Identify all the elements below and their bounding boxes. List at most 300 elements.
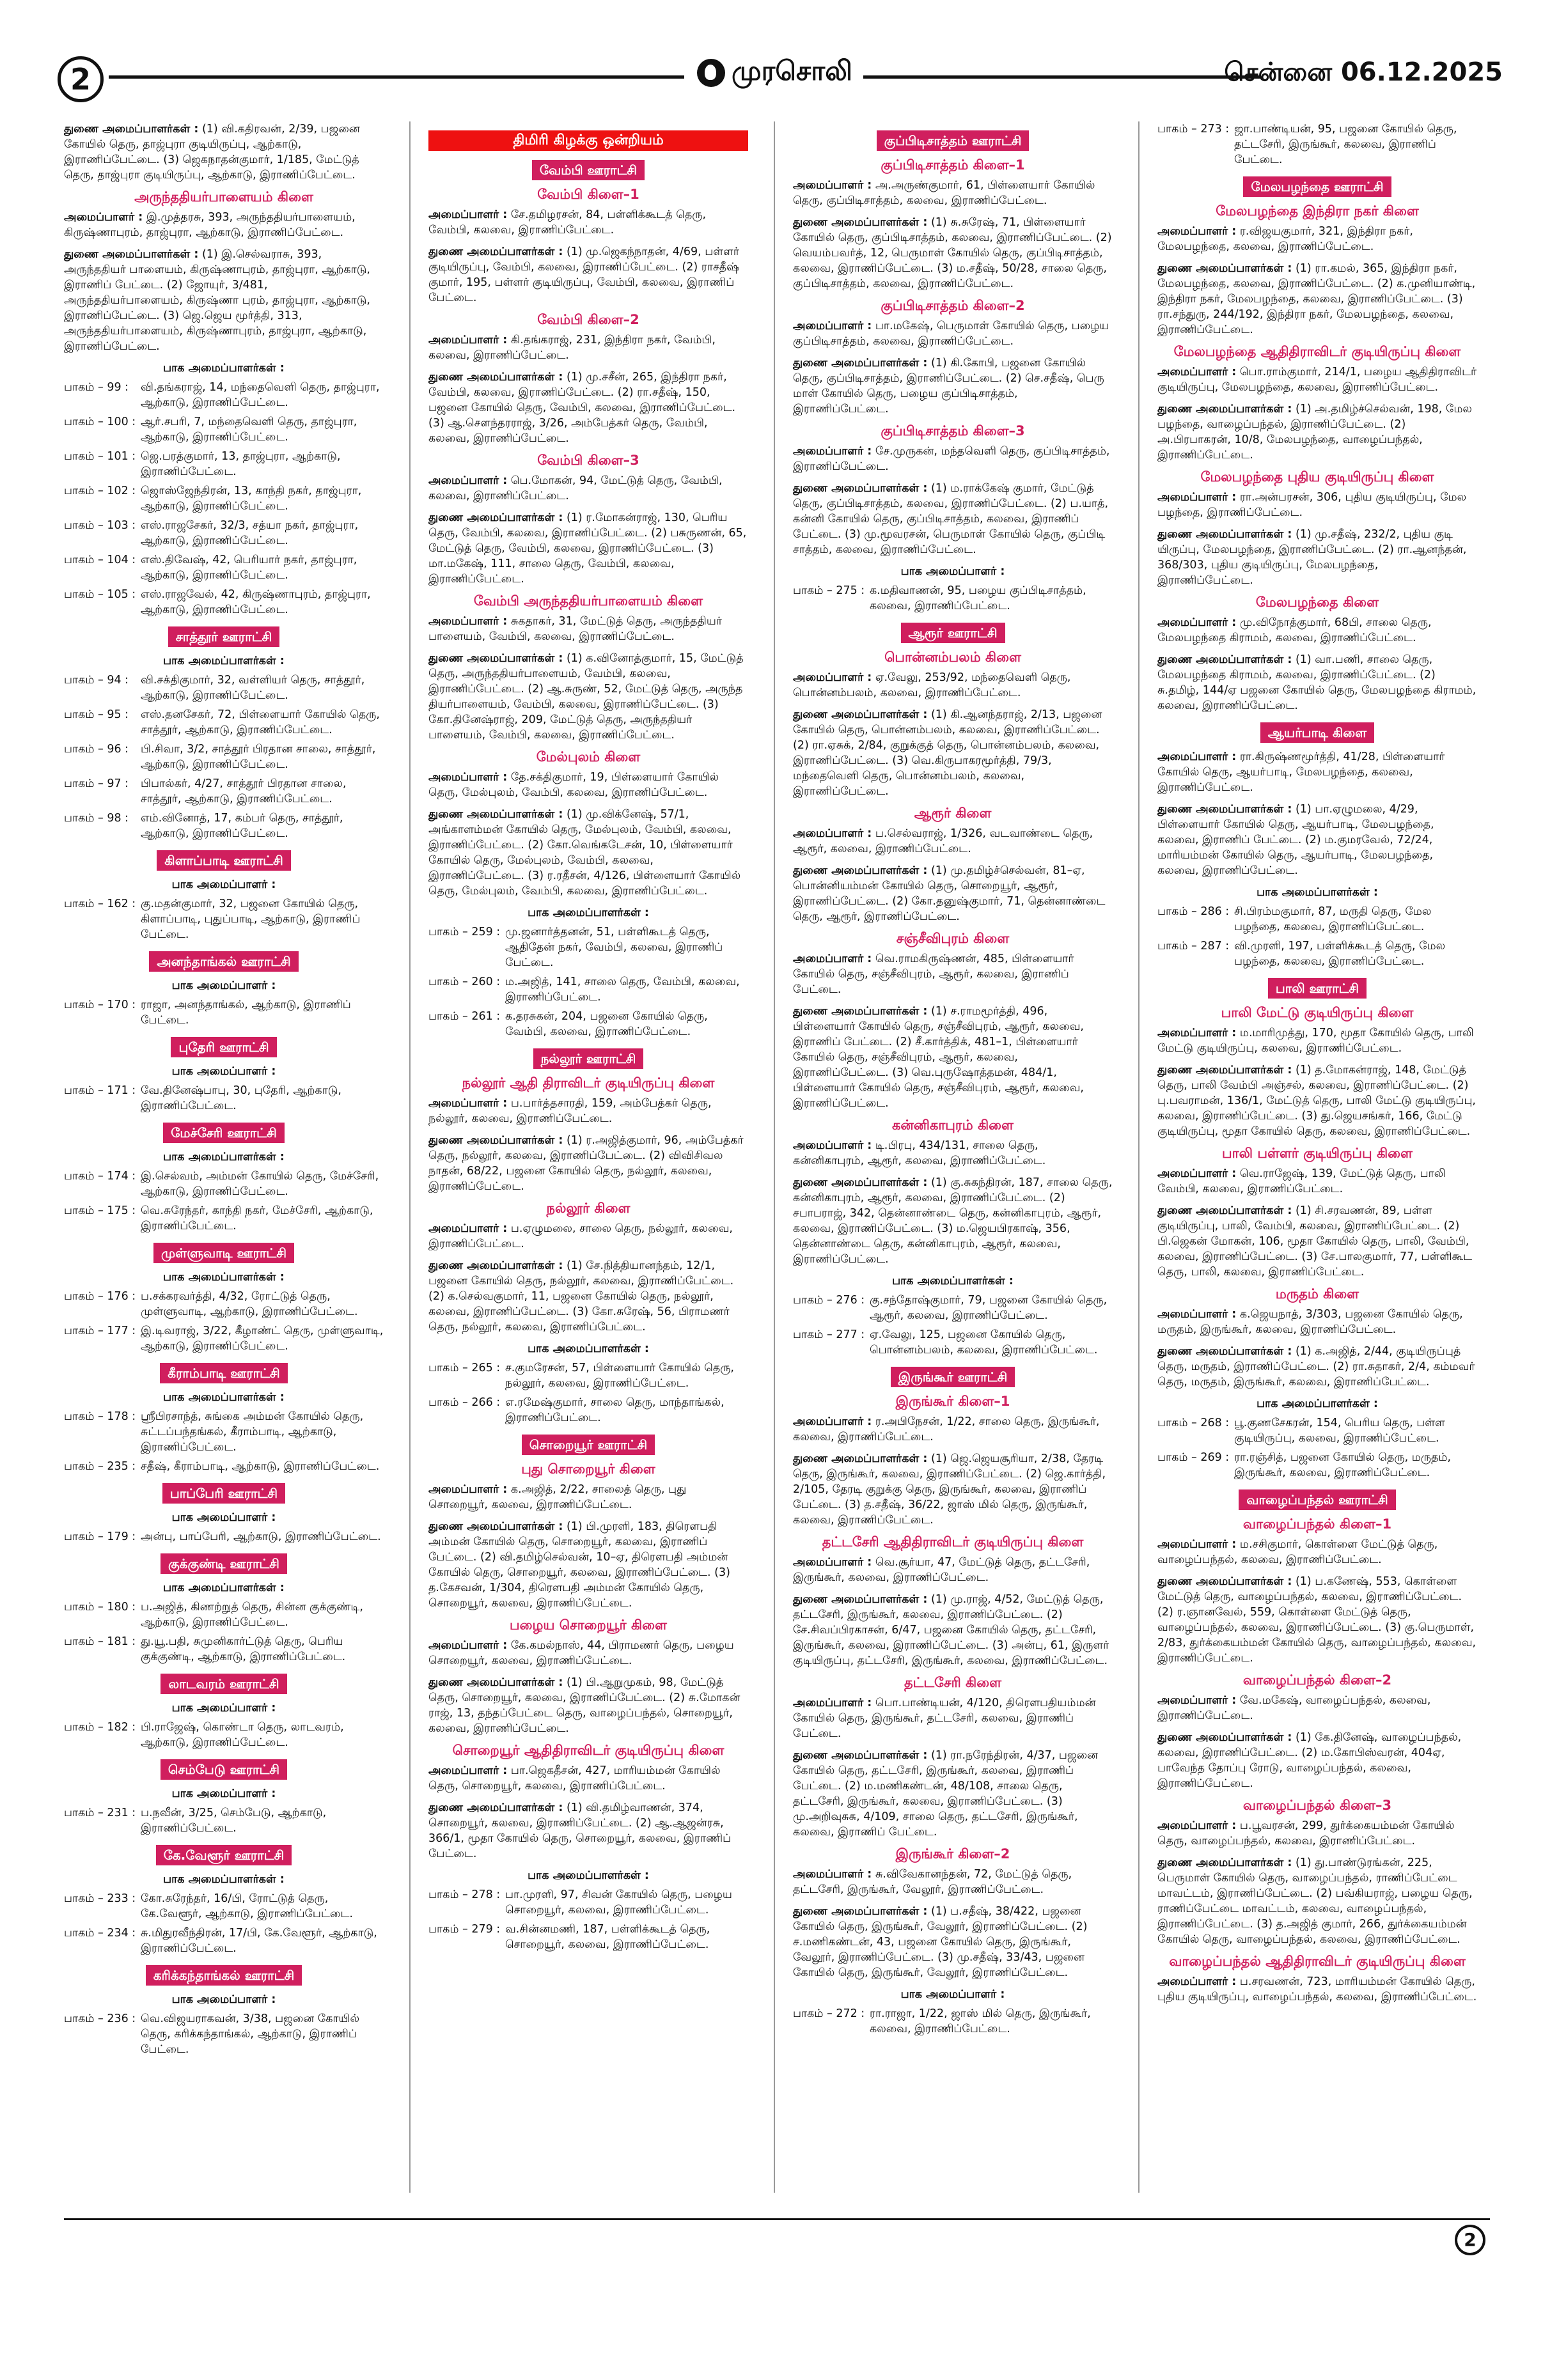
booth-organizers-label: பாக அமைப்பாளர்கள் : bbox=[892, 1275, 1014, 1287]
member-entry bbox=[1157, 527, 1477, 588]
entry-role-label: துணை அமைப்பாளர்கள் : bbox=[1157, 1856, 1292, 1869]
booth-number: பாகம் – 100 : bbox=[64, 416, 136, 428]
entry-text: (1) து.பாண்டுரங்கன், 225, பெருமாள் கோயில் தெரு, வாழைப்பந்தல், ராணிப்பேட்டை மாவட்டம், இராணிப்பேட்டை. (2) பவ்கியராஜ், பழைய தெரு, ராணிப்பேட்டை மாவட்டம், கலவை, வாழைப்பந்தல், இராணிப்பேட்டை. (3) த.அஜித் குமார், 266, துர்க்கையம்மன் கோயில் தெரு, வாழைப்பந்தல், கலவை, இராணிப்பேட்டை. bbox=[1157, 1856, 1473, 1946]
section-heading bbox=[1157, 1489, 1477, 1510]
booth-entry bbox=[64, 1599, 384, 1630]
section-heading-band: கீராம்பாடி ஊராட்சி bbox=[160, 1363, 287, 1383]
entry-role-label: துணை அமைப்பாளர்கள் : bbox=[428, 1520, 563, 1533]
booth-number: பாகம் – 235 : bbox=[64, 1460, 136, 1473]
branch-heading: வாழைப்பந்தல் ஆதிதிராவிடர் குடியிருப்பு கிளை bbox=[1169, 1954, 1466, 1969]
member-entry bbox=[428, 1482, 748, 1513]
booth-entry bbox=[64, 1289, 384, 1319]
column-divider bbox=[409, 121, 411, 2193]
booth-number: பாகம் – 174 : bbox=[64, 1170, 136, 1183]
booth-entry bbox=[64, 414, 384, 445]
entry-role-label: துணை அமைப்பாளர்கள் : bbox=[64, 248, 199, 261]
member-entry bbox=[793, 178, 1113, 208]
booth-organizer: ப.அஜித், கிணற்றுத் தெரு, சின்ன குக்குண்டி, ஆற்காடு, இராணிப்பேட்டை. bbox=[141, 1601, 363, 1629]
member-entry bbox=[428, 332, 748, 363]
member-entry bbox=[1157, 1693, 1477, 1723]
member-entry bbox=[1157, 1203, 1477, 1280]
booth-entry bbox=[428, 1009, 748, 1039]
booth-entry bbox=[64, 1891, 384, 1922]
booth-entry bbox=[1157, 938, 1477, 969]
booth-organizer: வெ.சுரேந்தர், காந்தி நகர், மேச்சேரி, ஆற்காடு, இராணிப்பேட்டை. bbox=[141, 1204, 373, 1233]
booth-number: பாகம் – 162 : bbox=[64, 898, 136, 910]
section-heading bbox=[64, 1965, 384, 1986]
entry-role-label: அமைப்பாளர் : bbox=[793, 1556, 872, 1569]
booth-entry bbox=[64, 1925, 384, 1956]
entry-text: ரா.அன்பரசன், 306, புதிய குடியிருப்பு, மேல பழந்தை, இராணிப்பேட்டை. bbox=[1157, 491, 1467, 519]
branch-heading: நல்லூர் ஆதி திராவிடர் குடியிருப்பு கிளை bbox=[462, 1075, 715, 1091]
booth-organizers-label: பாக அமைப்பாளர்கள் : bbox=[163, 1151, 285, 1163]
entry-text: ப.ஏழுமலை, சாலை தெரு, நல்லூர், கலவை, இராணிப்பேட்டை. bbox=[428, 1222, 733, 1250]
member-entry bbox=[793, 1414, 1113, 1445]
entry-text: (1) வா.பணி, சாலை தெரு, மேலபழந்தை கிராமம், கலவை, இராணிப்பேட்டை. (2) சு.தமிழ், 144/ஏ பஜனை கோயில் தெரு, மேலபழந்தை கிராமம், கலவை, இராணிப்பேட்டை. bbox=[1157, 653, 1476, 712]
branch-heading: வேம்பி கிளை–2 bbox=[537, 312, 639, 327]
booth-number: பாகம் – 278 : bbox=[428, 1888, 501, 1901]
entry-text: (1) க.அஜித், 2/44, குடியிருப்புத் தெரு, மருதம், இராணிப்பேட்டை. (2) ரா.சுதாகர், 2/4, கம்மவர் தெரு, மருதம், இருங்கூர், கலவை, இராணிப்பேட்டை. bbox=[1157, 1345, 1475, 1388]
member-entry bbox=[428, 1258, 748, 1335]
branch-heading: நல்லூர் கிளை bbox=[546, 1201, 631, 1216]
section-heading-band: புதேரி ஊராட்சி bbox=[171, 1037, 276, 1057]
entry-role-label: துணை அமைப்பாளர்கள் : bbox=[1157, 1064, 1292, 1077]
entry-role-label: அமைப்பாளர் : bbox=[793, 671, 872, 684]
branch-heading: ஆரூர் கிளை bbox=[914, 805, 992, 821]
booth-organizer: பி.சிவா, 3/2, சாத்தூர் பிரதான சாலை, சாத்தூர், ஆற்காடு, இராணிப்பேட்டை. bbox=[141, 743, 376, 771]
entry-role-label: துணை அமைப்பாளர்கள் : bbox=[428, 808, 563, 821]
entry-text: மு.விநோத்குமார், 68பி, சாலை தெரு, மேலபழந்தை கிராமம், கலவை, இராணிப்பேட்டை. bbox=[1157, 616, 1432, 644]
branch-heading: பழைய சொறையூர் கிளை bbox=[510, 1617, 667, 1633]
masthead bbox=[38, 45, 1503, 109]
member-entry bbox=[793, 355, 1113, 417]
member-entry bbox=[428, 510, 748, 587]
member-entry bbox=[1157, 1574, 1477, 1666]
booth-entry bbox=[64, 707, 384, 738]
entry-text: (1) த.மோகன்ராஜ், 148, மேட்டுத் தெரு, பாலி வேம்பி அஞ்சல், கலவை, இராணிப்பேட்டை. (2) பு.பவராமன், 136/1, மேட்டுத் தெரு, பாலி மேட்டு குடியிருப்பு, கலவை, இராணிப்பேட்டை. (3) து.ஜெயசங்கர், 166, மேட்டு குடியிருப்பு, மூதா கோயில் தெரு, கலவை, இராணிப்பேட்டை. bbox=[1157, 1064, 1476, 1138]
member-entry bbox=[793, 1004, 1113, 1111]
branch-heading: குப்பிடிசாத்தம் கிளை–2 bbox=[881, 298, 1025, 313]
booth-number: பாகம் – 236 : bbox=[64, 2012, 136, 2025]
member-entry bbox=[64, 210, 384, 240]
column-3 bbox=[793, 121, 1113, 2193]
entry-role-label: அமைப்பாளர் : bbox=[1157, 1819, 1237, 1832]
booth-entry bbox=[428, 1922, 748, 1952]
entry-text: பா.மகேஷ், பெருமாள் கோயில் தெரு, பழைய குப்பிடிசாத்தம், கலவை, இராணிப்பேட்டை. bbox=[793, 320, 1109, 348]
entry-text: (1) வி.கதிரவன், 2/39, பஜனை கோயில் தெரு, தாஜ்புரா குடியிருப்பு, ஆற்காடு, இராணிப்பேட்டை. (3) ஜெகநாதன்குமார், 1/185, மேட்டுத் தெரு, தாஜ்புரா குடியிருப்பு, ஆற்காடு, இராணிப்பேட்டை. bbox=[64, 123, 360, 182]
booth-entry bbox=[64, 742, 384, 772]
booth-number: பாகம் – 277 : bbox=[793, 1328, 865, 1341]
booth-number: பாகம் – 287 : bbox=[1157, 940, 1230, 953]
section-heading-band: கே.வேளூர் ஊராட்சி bbox=[156, 1845, 292, 1865]
member-entry bbox=[793, 863, 1113, 924]
entry-role-label: அமைப்பாளர் : bbox=[1157, 1308, 1237, 1321]
entry-role-label: துணை அமைப்பாளர்கள் : bbox=[1157, 1731, 1292, 1744]
branch-heading: பொன்னம்பலம் கிளை bbox=[884, 649, 1021, 665]
entry-role-label: அமைப்பாளர் : bbox=[1157, 366, 1237, 378]
booth-number: பாகம் – 231 : bbox=[64, 1807, 136, 1819]
entry-role-label: அமைப்பாளர் : bbox=[428, 1483, 508, 1496]
entry-role-label: அமைப்பாளர் : bbox=[793, 827, 872, 840]
member-entry bbox=[1157, 1062, 1477, 1139]
member-entry bbox=[793, 215, 1113, 292]
section-heading bbox=[428, 130, 748, 151]
entry-role-label: துணை அமைப்பாளர்கள் : bbox=[1157, 1345, 1292, 1358]
entry-role-label: துணை அமைப்பாளர்கள் : bbox=[793, 1005, 928, 1018]
branch-heading: தட்டசேரி ஆதிதிராவிடர் குடியிருப்பு கிளை bbox=[822, 1534, 1084, 1550]
branch-heading: புது சொறையூர் கிளை bbox=[521, 1461, 655, 1477]
entry-text: ப.பூவரசன், 299, துர்க்கையம்மன் கோயில் தெரு, வாழைப்பந்தல், கலவை, இராணிப்பேட்டை. bbox=[1157, 1819, 1455, 1847]
entry-role-label: துணை அமைப்பாளர்கள் : bbox=[1157, 528, 1292, 541]
section-heading-band: ஆரூர் ஊராட்சி bbox=[901, 623, 1005, 643]
member-entry bbox=[64, 121, 384, 183]
member-entry bbox=[793, 707, 1113, 799]
booth-entry bbox=[428, 974, 748, 1005]
booth-number: பாகம் – 272 : bbox=[793, 2007, 865, 2020]
entry-text: வே.மகேஷ், வாழைப்பந்தல், கலவை, இராணிப்பேட்டை. bbox=[1157, 1694, 1431, 1722]
member-entry bbox=[1157, 364, 1477, 395]
member-entry bbox=[428, 1800, 748, 1862]
member-entry bbox=[428, 1763, 748, 1794]
booth-entry bbox=[428, 1887, 748, 1918]
entry-role-label: துணை அமைப்பாளர்கள் : bbox=[1157, 1575, 1292, 1588]
entry-role-label: அமைப்பாளர் : bbox=[793, 1415, 872, 1428]
booth-organizer: ஆர்.சபரி, 7, மந்தைவெளி தெரு, தாஜ்புரா, ஆற்காடு, இராணிப்பேட்டை. bbox=[141, 416, 357, 444]
booth-entry bbox=[64, 1409, 384, 1455]
section-heading bbox=[64, 1759, 384, 1780]
masthead-rule-left bbox=[109, 75, 684, 79]
booth-number: பாகம் – 182 : bbox=[64, 1721, 136, 1734]
entry-role-label: துணை அமைப்பாளர்கள் : bbox=[428, 1801, 563, 1814]
entry-role-label: அமைப்பாளர் : bbox=[1157, 1538, 1237, 1551]
booth-organizers-label: பாக அமைப்பாளர் : bbox=[171, 979, 276, 992]
member-entry bbox=[428, 1096, 748, 1126]
booth-number: பாகம் – 99 : bbox=[64, 381, 129, 394]
booth-organizer: இ.டிவராஜ், 3/22, கீழாண்ட் தெரு, முள்ளுவாடி, ஆற்காடு, இராணிப்பேட்டை. bbox=[141, 1325, 384, 1353]
section-heading bbox=[1157, 176, 1477, 197]
entry-role-label: துணை அமைப்பாளர்கள் : bbox=[428, 511, 563, 524]
booth-number: பாகம் – 178 : bbox=[64, 1410, 136, 1423]
entry-text: (1) மு.விக்னேஷ், 57/1, அங்காளம்மன் கோயில் தெரு, மேல்புலம், வேம்பி, கலவை, இராணிப்பேட்டை. (2) கோ.வெங்கடேசன், 10, பிள்ளையார் கோயில் தெரு, மேல்புலம், வேம்பி, கலவை, இராணிப்பேட்டை. (3) ர.ரதீசன், 4/126, பிள்ளையார் கோயில் தெரு, மேல்புலம், வேம்பி, கலவை, இராணிப்பேட்டை. bbox=[428, 808, 741, 898]
section-heading bbox=[428, 1435, 748, 1455]
booth-number: பாகம் – 180 : bbox=[64, 1601, 136, 1614]
branch-heading: இருங்கூர் கிளை–1 bbox=[895, 1394, 1010, 1409]
dateline: சென்னை 06.12.2025 bbox=[1224, 58, 1503, 87]
booth-organizer: ஜெ.பரத்குமார், 13, தாஜ்புரா, ஆற்காடு, இராணிப்பேட்டை. bbox=[141, 450, 341, 478]
booth-entry bbox=[64, 776, 384, 807]
entry-text: பெ.மோகன், 94, மேட்டுத் தெரு, வேம்பி, கலவை, இராணிப்பேட்டை. bbox=[428, 474, 723, 502]
member-entry bbox=[428, 369, 748, 446]
booth-number: பாகம் – 276 : bbox=[793, 1294, 865, 1307]
entry-text: பா.ஜெகதீசன், 427, மாரியம்மன் கோயில் தெரு, சொறையூர், கலவை, இராணிப்பேட்டை. bbox=[428, 1764, 721, 1793]
booth-number: பாகம் – 95 : bbox=[64, 708, 129, 721]
section-heading-band: கிளாப்பாடி ஊராட்சி bbox=[157, 850, 291, 871]
booth-organizers-label: பாக அமைப்பாளர்கள் : bbox=[528, 1342, 649, 1355]
member-entry bbox=[428, 473, 748, 504]
entry-role-label: அமைப்பாளர் : bbox=[793, 1139, 872, 1152]
section-heading-band: செம்பேடு ஊராட்சி bbox=[161, 1759, 287, 1780]
member-entry bbox=[1157, 261, 1477, 338]
section-heading-band: சொறையூர் ஊராட்சி bbox=[522, 1435, 655, 1455]
entry-text: ம.மாரிமுத்து, 170, மூதா கோயில் தெரு, பாலி மேட்டு குடியிருப்பு, கலவை, இராணிப்பேட்டை. bbox=[1157, 1027, 1474, 1055]
booth-organizer: சதீஷ், கீராம்பாடி, ஆற்காடு, இராணிப்பேட்டை. bbox=[141, 1460, 380, 1473]
booth-organizers-label: பாக அமைப்பாளர் : bbox=[171, 878, 276, 891]
member-entry bbox=[793, 1555, 1113, 1585]
booth-organizer: து.யூ.பதி, சுமுனிகார்ட்டுத் தெரு, பெரிய குக்குண்டி, ஆற்காடு, இராணிப்பேட்டை. bbox=[141, 1635, 346, 1663]
booth-number: பாகம் – 177 : bbox=[64, 1325, 136, 1337]
booth-organizer: எஸ்.தனசேகர், 72, பிள்ளையார் கோயில் தெரு, சாத்தூர், ஆற்காடு, இராணிப்பேட்டை. bbox=[141, 708, 380, 736]
booth-number: பாகம் – 234 : bbox=[64, 1927, 136, 1940]
entry-text: (1) மு.சசீன், 265, இந்திரா நகர், வேம்பி, கலவை, இராணிப்பேட்டை. (2) ரா.சதீஷ், 150, பஜனை கோயில் தெரு, வேம்பி, கலவை, இராணிப்பேட்டை. (3) ஆ.சௌந்தரராஜ், 3/26, அம்பேத்கர் தெரு, வேம்பி, கலவை, இராணிப்பேட்டை. bbox=[428, 371, 736, 445]
section-heading-band: லாடவரம் ஊராட்சி bbox=[161, 1674, 286, 1694]
column-divider bbox=[774, 121, 775, 2193]
member-entry bbox=[793, 1592, 1113, 1668]
entry-text: (1) பா.ஏழுமலை, 4/29, பிள்ளையார் கோயில் தெரு, ஆயர்பாடி, மேலபழந்தை, கலவை, இராணிப் பேட்டை. (2) ம.குமரவேல், 72/24, மாரியம்மன் கோயில் தெரு, ஆயர்பாடி, மேலபழந்தை, கலவை, இராணிப்பேட்டை. bbox=[1157, 803, 1434, 877]
section-heading bbox=[64, 1674, 384, 1694]
member-entry bbox=[1157, 1537, 1477, 1567]
booth-number: பாகம் – 170 : bbox=[64, 999, 136, 1011]
branch-heading: கன்னிகாபுரம் கிளை bbox=[891, 1117, 1014, 1133]
member-entry bbox=[1157, 652, 1477, 713]
booth-organizers-label: பாக அமைப்பாளர் : bbox=[171, 1511, 276, 1524]
booth-entry bbox=[64, 1459, 384, 1474]
entry-role-label: துணை அமைப்பாளர்கள் : bbox=[793, 216, 928, 229]
entry-role-label: அமைப்பாளர் : bbox=[793, 1697, 872, 1709]
booth-number: பாகம் – 275 : bbox=[793, 584, 865, 597]
entry-role-label: துணை அமைப்பாளர்கள் : bbox=[793, 357, 928, 369]
section-heading bbox=[793, 130, 1113, 151]
booth-organizer: வி.முரளி, 197, பள்ளிக்கூடத் தெரு, மேல பழந்தை, கலவை, இராணிப்பேட்டை. bbox=[1234, 940, 1446, 968]
booth-organizers-label: பாக அமைப்பாளர்கள் : bbox=[528, 906, 649, 919]
booth-entry bbox=[64, 1169, 384, 1199]
entry-role-label: துணை அமைப்பாளர்கள் : bbox=[428, 245, 563, 258]
booth-organizers-label: பாக அமைப்பாளர் : bbox=[171, 1702, 276, 1715]
booth-entry bbox=[64, 380, 384, 410]
entry-role-label: அமைப்பாளர் : bbox=[428, 1222, 508, 1235]
member-entry bbox=[793, 1867, 1113, 1897]
section-heading-band: திமிரி கிழக்கு ஒன்றியம் bbox=[428, 130, 748, 151]
booth-number: பாகம் – 233 : bbox=[64, 1892, 136, 1905]
booth-organizers-label: பாக அமைப்பாளர்கள் : bbox=[163, 362, 285, 375]
booth-entry bbox=[64, 587, 384, 618]
entry-role-label: துணை அமைப்பாளர்கள் : bbox=[793, 1452, 928, 1465]
booth-entry bbox=[64, 1720, 384, 1750]
entry-role-label: அமைப்பாளர் : bbox=[1157, 1167, 1237, 1180]
entry-text: (1) கி.ஆனந்தராஜ், 2/13, பஜனை கோயில் தெரு, பொன்னம்பலம், கலவை, இராணிப்பேட்டை. (2) ரா.ஏசுக், 2/84, குறுக்குத் தெரு, பொன்னம்பலம், கலவை, இராணிப்பேட்டை. (3) வெ.கிருபாகரமூர்த்தி, 79/3, மந்தைவெளி தெரு, பொன்னம்பலம், கலவை, இராணிப்பேட்டை. bbox=[793, 708, 1102, 798]
section-heading-band: கரிக்கந்தாங்கல் ஊராட்சி bbox=[146, 1965, 302, 1986]
booth-entry bbox=[64, 997, 384, 1028]
branch-heading: தட்டசேரி கிளை bbox=[904, 1675, 1002, 1690]
branch-heading: குப்பிடிசாத்தம் கிளை–1 bbox=[881, 157, 1025, 173]
section-heading-band: மேலபழந்தை ஊராட்சி bbox=[1243, 176, 1391, 197]
booth-organizer: ரா.ராஜா, 1/22, ஜாஸ் மில் தெரு, இருங்கூர், கலவை, இராணிப்பேட்டை. bbox=[870, 2007, 1091, 2035]
entry-text: (1) கு.சுகந்திரன், 187, சாலை தெரு, கன்னிகாபுரம், ஆரூர், கலவை, இராணிப்பேட்டை. (2) சபாபராஜ், 342, தென்னாண்டை தெரு, கன்னிகாபுரம், ஆரூர், கலவை, இராணிப்பேட்டை. (3) ம.ஜெயபிரகாஷ், 356, தென்னாண்டை தெரு, கன்னிகாபுரம், ஆரூர், கலவை, இராணிப்பேட்டை. bbox=[793, 1176, 1113, 1266]
booth-organizers-label: பாக அமைப்பாளர்கள் : bbox=[163, 1873, 285, 1886]
booth-number: பாகம் – 260 : bbox=[428, 976, 501, 988]
booth-organizer: ரா.ரஞ்சித், பஜனை கோயில் தெரு, மருதம், இருங்கூர், கலவை, இராணிப்பேட்டை. bbox=[1234, 1451, 1452, 1479]
branch-heading: மேலபழந்தை கிளை bbox=[1255, 595, 1379, 610]
branch-heading: வேம்பி கிளை–1 bbox=[537, 187, 639, 202]
booth-entry bbox=[1157, 1450, 1477, 1481]
section-heading-band: இருங்கூர் ஊராட்சி bbox=[891, 1367, 1015, 1387]
section-heading-band: அனந்தாங்கல் ஊராட்சி bbox=[149, 951, 298, 972]
member-entry bbox=[428, 1221, 748, 1252]
member-entry bbox=[1157, 1974, 1477, 2005]
entry-text: ரா.கிருஷ்ணமூர்த்தி, 41/28, பிள்ளையார் கோயில் தெரு, ஆயர்பாடி, மேலபழந்தை, கலவை, இராணிப்பேட்டை. bbox=[1157, 751, 1445, 794]
entry-text: தே.சக்திகுமார், 19, பிள்ளையார் கோயில் தெரு, மேல்புலம், வேம்பி, கலவை, இராணிப்பேட்டை. bbox=[428, 771, 719, 799]
member-entry bbox=[1157, 1818, 1477, 1849]
booth-organizers-label: பாக அமைப்பாளர்கள் : bbox=[163, 1271, 285, 1284]
member-entry bbox=[793, 826, 1113, 857]
entry-text: க.அஜித், 2/22, சாலைத் தெரு, புது சொறையூர், கலவை, இராணிப்பேட்டை. bbox=[428, 1483, 687, 1511]
booth-organizer: வி.சக்திகுமார், 32, வள்ளியர் தெரு, சாத்தூர், ஆற்காடு, இராணிப்பேட்டை. bbox=[141, 674, 365, 702]
entry-text: வெ.சூர்யா, 47, மேட்டுத் தெரு, தட்டசேரி, இருங்கூர், கலவை, இராணிப்பேட்டை. bbox=[793, 1556, 1090, 1584]
booth-entry bbox=[793, 1293, 1113, 1323]
branch-heading: இருங்கூர் கிளை–2 bbox=[895, 1846, 1010, 1862]
member-entry bbox=[793, 481, 1113, 557]
branch-heading: மேலபழந்தை புதிய குடியிருப்பு கிளை bbox=[1200, 469, 1434, 485]
booth-number: பாகம் – 102 : bbox=[64, 485, 136, 497]
member-entry bbox=[1157, 224, 1477, 254]
entry-text: (1) கி.கோபி, பஜனை கோயில் தெரு, குப்பிடிசாத்தம், இராணிப்பேட்டை. (2) செ.சதீஷ், பெரு மாள் கோயில் தெரு, பழைய குப்பிடிசாத்தம், இராணிப்பேட்டை. bbox=[793, 357, 1104, 416]
column-4 bbox=[1157, 121, 1477, 2193]
entry-text: (1) ச.ராமமூர்த்தி, 496, பிள்ளையார் கோயில் தெரு, சஞ்சீவிபுரம், ஆரூர், கலவை, இராணிப் பேட்டை. (2) சீ.கார்த்திக், 481–1, பிள்ளையார் கோயில் தெரு, சஞ்சீவிபுரம், ஆரூர், கலவை, இராணிப்பேட்டை. (3) வெ.புருஷோத்தமன், 484/1, பிள்ளையார் கோயில் தெரு, சஞ்சீவிபுரம், ஆரூர், கலவை, இராணிப்பேட்டை. bbox=[793, 1005, 1084, 1110]
branch-heading: மேல்புலம் கிளை bbox=[536, 749, 641, 765]
booth-organizer: வெ.விஜயராகவன், 3/38, பஜனை கோயில் தெரு, கரிக்கந்தாங்கல், ஆற்காடு, இராணிப் பேட்டை. bbox=[141, 2012, 360, 2056]
section-heading-band: குக்குண்டி ஊராட்சி bbox=[161, 1553, 287, 1574]
booth-organizer: அன்பு, பாப்பேரி, ஆற்காடு, இராணிப்பேட்டை. bbox=[141, 1530, 381, 1543]
entry-role-label: அமைப்பாளர் : bbox=[428, 1764, 508, 1777]
booth-organizer: கோ.சுரேந்தர், 16/பி, ரோட்டுத் தெரு, கே.வேளூர், ஆற்காடு, இராணிப்பேட்டை. bbox=[141, 1892, 353, 1920]
column-divider bbox=[1138, 121, 1140, 2193]
entry-text: (1) க.வினோத்குமார், 15, மேட்டுத் தெரு, அருந்ததியர்பாளையம், வேம்பி, கலவை, இராணிப்பேட்டை. (2) ஆ.சுருண், 52, மேட்டுத் தெரு, அருந்த தியர்பாளையம், வேம்பி, கலவை, இராணிப்பேட்டை. (3) கோ.தினேஷ்ராஜ், 209, மேட்டுத் தெரு, அருந்ததியர் பாளையம், வேம்பி, கலவை, இராணிப்பேட்டை. bbox=[428, 652, 744, 742]
member-entry bbox=[428, 1133, 748, 1194]
booth-number: பாகம் – 104 : bbox=[64, 554, 136, 566]
booth-entry bbox=[428, 1395, 748, 1426]
booth-number: பாகம் – 103 : bbox=[64, 519, 136, 532]
booth-organizer: சி.பிரம்மகுமார், 87, மருதி தெரு, மேல பழந்தை, கலவை, இராணிப்பேட்டை. bbox=[1234, 905, 1432, 933]
member-entry bbox=[793, 670, 1113, 701]
booth-entry bbox=[64, 449, 384, 479]
section-heading bbox=[64, 1123, 384, 1143]
entry-role-label: அமைப்பாளர் : bbox=[428, 1639, 508, 1652]
booth-organizer: ஜா.பாண்டியன், 95, பஜனை கோயில் தெரு, தட்டசேரி, இருங்கூர், கலவை, இராணிப் பேட்டை. bbox=[1234, 123, 1457, 166]
booth-entry bbox=[1157, 1415, 1477, 1446]
booth-entry bbox=[1157, 121, 1477, 167]
page-number: 2 bbox=[58, 56, 104, 102]
footer-rule bbox=[64, 2218, 1490, 2220]
entry-text: பொ.பாண்டியன், 4/120, திரௌபதியம்மன் கோயில் தெரு, இருங்கூர், தட்டசேரி, கலவை, இராணிப் பேட்டை. bbox=[793, 1697, 1096, 1740]
booth-entry bbox=[64, 552, 384, 583]
booth-organizer: கு.மதன்குமார், 32, பஜனை கோயில் தெரு, கிளாப்பாடி, புதுப்பாடி, ஆற்காடு, இராணிப் பேட்டை. bbox=[141, 898, 361, 941]
member-entry bbox=[793, 1904, 1113, 1980]
member-entry bbox=[428, 770, 748, 800]
booth-organizer: பிபால்கர், 4/27, சாத்தூர் பிரதான சாலை, சாத்தூர், ஆற்காடு, இராணிப்பேட்டை. bbox=[141, 777, 347, 805]
booth-entry bbox=[64, 896, 384, 942]
entry-text: ம.சசிகுமார், கொள்ளை மேட்டுத் தெரு, வாழைப்பந்தல், கலவை, இராணிப்பேட்டை. bbox=[1157, 1538, 1438, 1566]
entry-role-label: துணை அமைப்பாளர்கள் : bbox=[1157, 653, 1292, 666]
entry-text: பொ.ராம்குமார், 214/1, பழைய ஆதிதிராவிடர் குடியிருப்பு, மேலபழந்தை, கலவை, இராணிப்பேட்டை. bbox=[1157, 366, 1477, 394]
member-entry bbox=[793, 1175, 1113, 1267]
entry-role-label: துணை அமைப்பாளர்கள் : bbox=[64, 123, 199, 136]
entry-text: ப.சரவணன், 723, மாரியம்மன் கோயில் தெரு, புதிய குடியிருப்பு, வாழைப்பந்தல், கலவை, இராணிப்பேட்டை. bbox=[1157, 1975, 1477, 2003]
member-entry bbox=[428, 207, 748, 238]
branch-heading: மேலபழந்தை இந்திரா நகர் கிளை bbox=[1216, 203, 1419, 219]
section-heading-band: முள்ளுவாடி ஊராட்சி bbox=[153, 1243, 294, 1263]
entry-text: வெ.ராமகிருஷ்ணன், 485, பிள்ளையார் கோயில் தெரு, சஞ்சீவிபுரம், ஆரூர், கலவை, இராணிப் பேட்டை. bbox=[793, 953, 1074, 996]
section-heading-band: மேச்சேரி ஊராட்சி bbox=[163, 1123, 285, 1143]
booth-entry bbox=[64, 811, 384, 841]
booth-organizer: ஸ்ரீபிரசாந்த், சுங்கை அம்மன் கோயில் தெரு, சுட்டப்பந்தங்கல், கீராம்பாடி, ஆற்காடு, இராணிப்பேட்டை. bbox=[141, 1410, 364, 1454]
section-heading bbox=[64, 1553, 384, 1574]
entry-text: (1) ரா.நரேந்திரன், 4/37, பஜனை கோயில் தெரு, தட்டசேரி, இருங்கூர், கலவை, இராணிப் பேட்டை. (2) ம.மணிகண்டன், 48/108, சாலை தெரு, தட்டசேரி, இருங்கூர், கலவை, இராணிப்பேட்டை. (3) மு.அறிவுசுசு, 4/109, சாலை தெரு, தட்டசேரி, இருங்கூர், கலவை, இராணிப் பேட்டை. bbox=[793, 1749, 1099, 1839]
entry-role-label: துணை அமைப்பாளர்கள் : bbox=[793, 708, 928, 721]
booth-number: பாகம் – 266 : bbox=[428, 1396, 501, 1409]
entry-text: சுகதாகர், 31, மேட்டுத் தெரு, அருந்ததியர் பாளையம், வேம்பி, கலவை, இராணிப்பேட்டை. bbox=[428, 615, 723, 643]
booth-organizer: ப.நவீன், 3/25, செம்பேடு, ஆற்காடு, இராணிப்பேட்டை. bbox=[141, 1807, 327, 1835]
member-entry bbox=[428, 1675, 748, 1736]
section-heading bbox=[64, 626, 384, 647]
entry-text: (1) மு.ஜெகந்நாதன், 4/69, பள்ளர் குடியிருப்பு, வேம்பி, கலவை, இராணிப்பேட்டை. (2) ராசதீஷ் குமார், 195, பள்ளர் குடியிருப்பு, வேம்பி, கலவை, இராணிப் பேட்டை. bbox=[428, 245, 739, 304]
booth-organizers-label: பாக அமைப்பாளர் : bbox=[900, 565, 1005, 578]
entry-text: டி.பிரபு, 434/131, சாலை தெரு, கன்னிகாபுரம், ஆரூர், கலவை, இராணிப்பேட்டை. bbox=[793, 1139, 1046, 1167]
entry-role-label: அமைப்பாளர் : bbox=[793, 445, 872, 458]
booth-organizers-label: பாக அமைப்பாளர் : bbox=[171, 1787, 276, 1800]
branch-heading: குப்பிடிசாத்தம் கிளை–3 bbox=[881, 423, 1025, 439]
section-heading bbox=[64, 951, 384, 972]
section-heading-band: ஆயர்பாடி கிளை bbox=[1260, 722, 1374, 743]
entry-role-label: துணை அமைப்பாளர்கள் : bbox=[428, 652, 563, 665]
entry-role-label: துணை அமைப்பாளர்கள் : bbox=[1157, 1204, 1292, 1217]
booth-entry bbox=[64, 1529, 384, 1544]
booth-organizer: எஸ்.ராஜவேல், 42, கிருஷ்ணாபுரம், தாஜ்புரா, ஆற்காடு, இராணிப்பேட்டை. bbox=[141, 588, 371, 616]
entry-text: இ.முத்தரசு, 393, அருந்ததியர்பாளையம், கிருஷ்ணாபுரம், தாஜ்புரா, ஆற்காடு, இராணிப்பேட்டை. bbox=[64, 211, 356, 239]
section-heading bbox=[64, 1037, 384, 1057]
booth-number: பாகம் – 97 : bbox=[64, 777, 129, 790]
booth-number: பாகம் – 101 : bbox=[64, 450, 136, 463]
booth-number: பாகம் – 286 : bbox=[1157, 905, 1230, 918]
entry-text: (1) அ.தமிழ்ச்செல்வன், 198, மேல பழந்தை, வாழைப்பந்தல், இராணிப்பேட்டை. (2) அ.பிரபாகரன், 10/8, மேலபழந்தை, வாழைப்பந்தல், இராணிப்பேட்டை. bbox=[1157, 403, 1472, 462]
booth-entry bbox=[428, 1360, 748, 1391]
booth-number: பாகம் – 175 : bbox=[64, 1204, 136, 1217]
member-entry bbox=[793, 444, 1113, 474]
entry-role-label: துணை அமைப்பாளர்கள் : bbox=[793, 1176, 928, 1189]
booth-organizer: க.தரசுகன், 204, பஜனை கோயில் தெரு, வேம்பி, கலவை, இராணிப்பேட்டை. bbox=[505, 1010, 708, 1038]
member-entry bbox=[64, 247, 384, 354]
booth-number: பாகம் – 171 : bbox=[64, 1084, 136, 1097]
entry-text: க.ஜெயநாத், 3/303, பஜனை கோயில் தெரு, மருதம், இருங்கூர், கலவை, இராணிப்பேட்டை. bbox=[1157, 1308, 1463, 1336]
section-heading bbox=[64, 1243, 384, 1263]
booth-number: பாகம் – 181 : bbox=[64, 1635, 136, 1648]
branch-heading: மருதம் கிளை bbox=[1275, 1286, 1359, 1302]
booth-organizers-label: பாக அமைப்பாளர்கள் : bbox=[528, 1869, 649, 1882]
branch-heading: பாலி பள்ளர் குடியிருப்பு கிளை bbox=[1222, 1146, 1413, 1161]
entry-role-label: துணை அமைப்பாளர்கள் : bbox=[793, 482, 928, 495]
booth-organizer: பி.ராஜேஷ், கொண்டா தெரு, லாடவரம், ஆற்காடு, இராணிப்பேட்டை. bbox=[141, 1721, 344, 1749]
entry-role-label: அமைப்பாளர் : bbox=[1157, 225, 1237, 238]
section-heading bbox=[64, 850, 384, 871]
entry-text: (1) ரா.கமல், 365, இந்திரா நகர், மேலபழந்தை, கலவை, இராணிப்பேட்டை. (2) க.முனியாண்டி, இந்திரா நகர், மேலபழந்தை, கலவை, இராணிப்பேட்டை. (3) ரா.சந்துரு, 244/192, இந்திரா நகர், மேலபழந்தை, கலவை, இராணிப்பேட்டை. bbox=[1157, 262, 1476, 336]
section-heading-band: நல்லூர் ஊராட்சி bbox=[533, 1048, 644, 1069]
entry-text: (1) மு.சதீஷ், 232/2, புதிய குடி யிருப்பு, மேலபழந்தை, இராணிப்பேட்டை. (2) ரா.ஆனந்தன், 368/303, புதிய குடியிருப்பு, மேலபழந்தை, இராணிப்பேட்டை. bbox=[1157, 528, 1467, 587]
booth-number: பாகம் – 269 : bbox=[1157, 1451, 1230, 1464]
entry-role-label: அமைப்பாளர் : bbox=[793, 320, 872, 332]
entry-role-label: அமைப்பாளர் : bbox=[793, 1868, 872, 1881]
entry-role-label: அமைப்பாளர் : bbox=[1157, 1694, 1237, 1707]
booth-entry bbox=[64, 1634, 384, 1665]
member-entry bbox=[793, 951, 1113, 997]
entry-role-label: அமைப்பாளர் : bbox=[428, 1097, 508, 1110]
